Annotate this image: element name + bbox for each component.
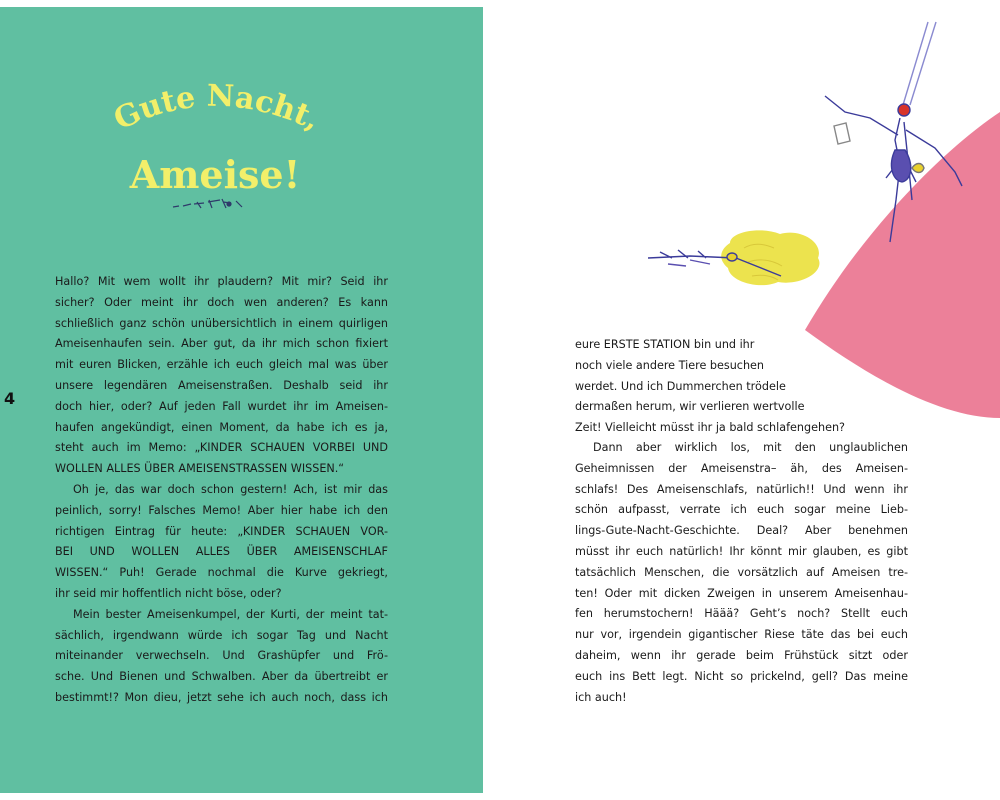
text-line: mit euren Blicken, erzähle ich euch gleich mal was über (55, 358, 388, 372)
text-line: peinlich, sorry! Falsches Memo! Aber hier habe ich den (55, 503, 388, 517)
text-line: WOLLEN ALLES ÜBER AMEISENSTRASSEN WISSEN.“ (55, 462, 345, 476)
text-line: Mein bester Ameisenkumpel, der Kurti, der meint tat- (73, 607, 388, 621)
text-line: doch hier, oder? Auf jeden Fall wurdet ihr im Ameisen- (55, 399, 388, 413)
text-line: tatsächlich Menschen, die vorsätzlich auf Ameisen tre- (575, 565, 908, 579)
text-line: schlafs! Des Ameisenschlafs, natürlich!! Und wenn ihr (575, 482, 908, 496)
ant-character-icon (825, 22, 962, 242)
right-page-text-top (575, 335, 875, 439)
text-line: Hallo? Mit wem wollt ihr plaudern? Mit mir? Seid ihr (55, 275, 388, 288)
text-line: fen herumstochern! Häää? Geht’s noch? Stellt euch (575, 607, 908, 621)
text-line: eure ERSTE STATION bin und ihr (575, 338, 755, 351)
text-line: ten! Oder mit dicken Zweigen in unserem Ameisenhau- (575, 586, 908, 600)
text-line: nur vor, irgendein gigantischer Riese täte das bei euch (575, 628, 908, 642)
text-line: lings-Gute-Nacht-Geschichte. Deal? Aber benehmen (575, 524, 908, 538)
text-line: sche. Und Bienen und Schwalben. Aber da übertreibt er (55, 670, 388, 684)
text-line: richtigen Eintrag für heute: „KINDER SCHAUEN VOR- (55, 524, 388, 538)
text-line: BEI UND WOLLEN ALLES ÜBER AMEISENSCHLAF (55, 545, 388, 559)
title-line-2: Ameise! (129, 152, 301, 197)
text-line: unsere legendären Ameisenstraßen. Deshalb seid ihr (55, 378, 388, 392)
text-line: steht auch im Memo: „KINDER SCHAUEN VORBEI UND (55, 441, 388, 455)
title-line-1: Gute Nacht, (108, 78, 326, 138)
text-line: Oh je, das war doch schon gestern! Ach, ist mir das (73, 482, 388, 496)
text-line: noch viele andere Tiere besuchen (575, 358, 765, 372)
text-line: müsst ihr euch natürlich! Ihr könnt mir glauben, es gibt (575, 544, 908, 558)
text-line: ihr seid mir hoffentlich nicht böse, oder? (55, 586, 282, 600)
text-line: miteinander verwechseln. Und Grashüpfer und Frö- (55, 649, 388, 663)
text-line: daheim, wenn ihr gerade beim Frühstück sitzt oder (575, 648, 908, 662)
text-line: Geheimnissen der Ameisenstra– äh, des Ameisen- (575, 461, 908, 475)
text-line: ich auch! (575, 690, 627, 704)
left-page-text (55, 272, 388, 709)
text-line: schön aufpasst, verrate ich euch sogar meine Lieb- (575, 503, 908, 517)
text-line: euch ins Bett legt. Nicht so prickelnd, gell? Das meine (575, 669, 908, 683)
text-line: dermaßen herum, wir verlieren wertvolle (575, 400, 805, 414)
text-line: bestimmt!? Mon dieu, jetzt sehe ich auch noch, dass ich (55, 690, 388, 704)
text-line: Zeit! Vielleicht müsst ihr ja bald schlafengehen? (575, 421, 845, 435)
page-number: 4 (4, 389, 16, 408)
text-line: haufen angekündigt, einen Moment, da habe ich es ja, (55, 420, 388, 434)
text-line: schließlich ganz schön unübersichtlich in einem quirligen (55, 316, 388, 330)
text-line: sächlich, irgendwann würde ich sogar Tag und Nacht (55, 628, 388, 642)
text-line: Ameisenhaufen sein. Aber gut, da ihr mich schon fixiert (55, 337, 388, 351)
right-page-text-main (575, 438, 908, 708)
text-line: WISSEN.“ Puh! Gerade nochmal die Kurve gekriegt, (55, 566, 388, 580)
text-line: sicher? Oder meint ihr doch wen anderen? Es kann (55, 295, 388, 309)
text-line: werdet. Und ich Dummerchen trödele (575, 379, 786, 393)
text-line: Dann aber wirklich los, mit den unglaublichen (593, 441, 908, 454)
